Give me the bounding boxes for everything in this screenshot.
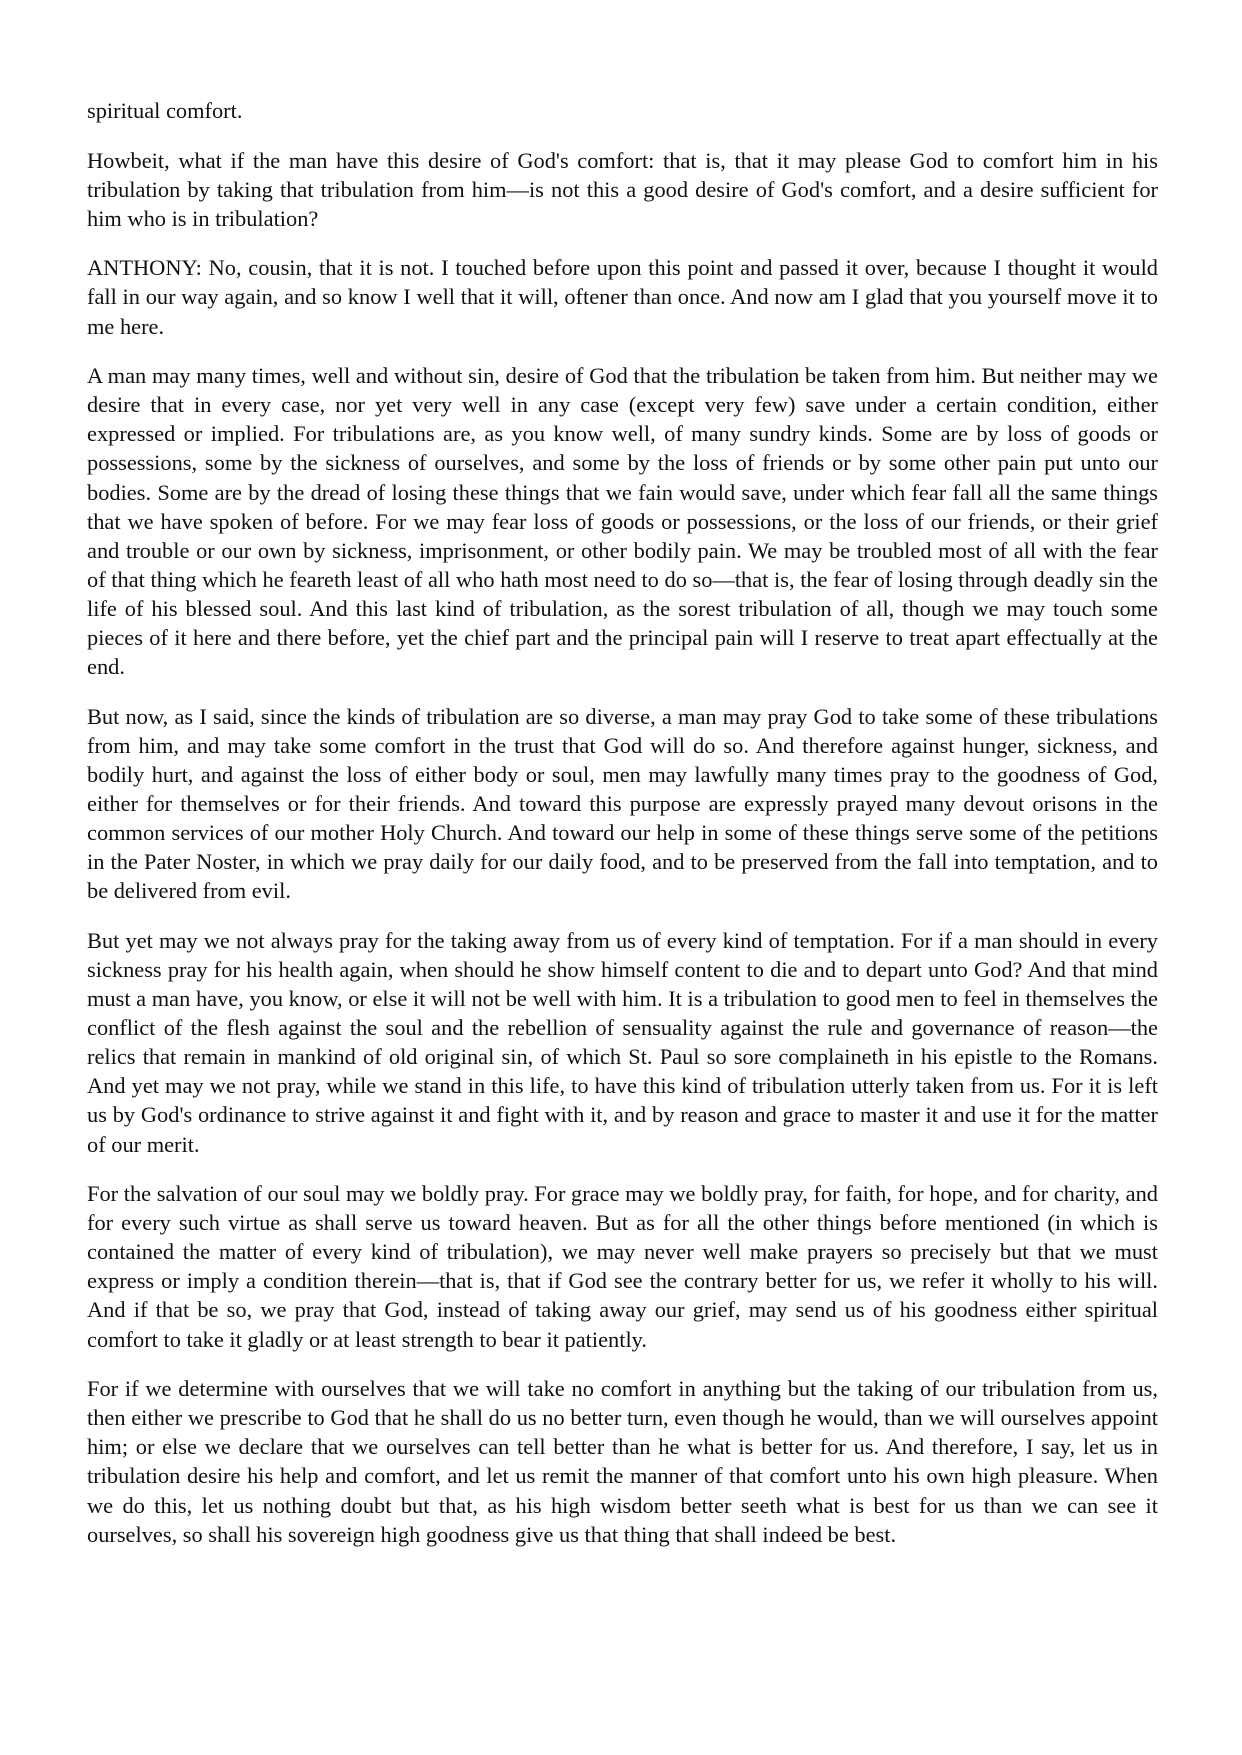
paragraph-2: Howbeit, what if the man have this desire of God's comfort: that is, that it may please God to comfort him in his tribulation by taking that tribulation from him—is not this a good desire of God's comfort, and a desire sufficient for him who is in tribulation? [87, 147, 1158, 231]
paragraph-6: But yet may we not always pray for the taking away from us of every kind of temptation. For if a man should in every sickness pray for his health again, when should he show himself content to die and to depart unto God? And that mind must a man have, you know, or else it will not be well with him. It is a tribulation to good men to feel in themselves the conflict of the flesh against the soul and the rebellion of sensuality against the rule and governance of reason—the relics that remain in mankind of old original sin, of which St. Paul so sore complaineth in his epistle to the Romans. And yet may we not pray, while we stand in this life, to have this kind of tribulation utterly taken from us. For it is left us by God's ordinance to strive against it and fight with it, and by reason and grace to master it and use it for the matter of our merit. [87, 927, 1158, 1157]
paragraph-8: For if we determine with ourselves that we will take no comfort in anything but the taking of our tribulation from us, then either we prescribe to God that he shall do us no better turn, even though he would, than we will ourselves appoint him; or else we declare that we ourselves can tell better than he what is better for us. And therefore, I say, let us in tribulation desire his help and comfort, and let us remit the manner of that comfort unto his own high pleasure. When we do this, let us nothing doubt but that, as his high wisdom better seeth what is best for us than we can see it ourselves, so shall his sovereign high goodness give us that thing that shall indeed be best. [87, 1376, 1158, 1547]
paragraph-1: spiritual comfort. [87, 98, 243, 123]
paragraph-5: But now, as I said, since the kinds of tribulation are so diverse, a man may pray God to take some of these tribulations from him, and may take some comfort in the trust that God will do so. And therefore against hunger, sickness, and bodily hurt, and against the loss of either body or soul, men may lawfully many times pray to the goodness of God, either for themselves or for their friends. And toward this purpose are expressly prayed many devout orisons in the common services of our mother Holy Church. And toward our help in some of these things serve some of the petitions in the Pater Noster, in which we pray daily for our daily food, and to be preserved from the fall into temptation, and to be delivered from evil. [87, 703, 1158, 904]
paragraph-4: A man may many times, well and without sin, desire of God that the tribulation be taken from him. But neither may we desire that in every case, nor yet very well in any case (except very few) save under a certain condition, either expressed or implied. For tribulations are, as you know well, of many sundry kinds. Some are by loss of goods or possessions, some by the sickness of ourselves, and some by the loss of friends or by some other pain put unto our bodies. Some are by the dread of losing these things that we fain would save, under which fear fall all the same things that we have spoken of before. For we may fear loss of goods or possessions, or the loss of our friends, or their grief and trouble or our own by sickness, imprisonment, or other bodily pain. We may be troubled most of all with the fear of that thing which he feareth least of all who hath most need to do so—that is, the fear of losing through deadly sin the life of his blessed soul. And this last kind of tribulation, as the sorest tribulation of all, though we may touch some pieces of it here and there before, yet the chief part and the principal pain will I reserve to treat apart effectually at the end. [87, 363, 1158, 680]
document-page [87, 96, 1158, 1569]
paragraph-7: For the salvation of our soul may we boldly pray. For grace may we boldly pray, for faith, for hope, and for charity, and for every such virtue as shall serve us toward heaven. But as for all the other things before mentioned (in which is contained the matter of every kind of tribulation), we may never well make prayers so precisely but that we must express or imply a condition therein—that is, that if God see the contrary better for us, we refer it wholly to his will. And if that be so, we pray that God, instead of taking away our grief, may send us of his goodness either spiritual comfort to take it gladly or at least strength to bear it patiently. [87, 1181, 1158, 1352]
paragraph-3: ANTHONY: No, cousin, that it is not. I touched before upon this point and passed it over, because I thought it would fall in our way again, and so know I well that it will, oftener than once. And now am I glad that you yourself move it to me here. [87, 255, 1158, 339]
